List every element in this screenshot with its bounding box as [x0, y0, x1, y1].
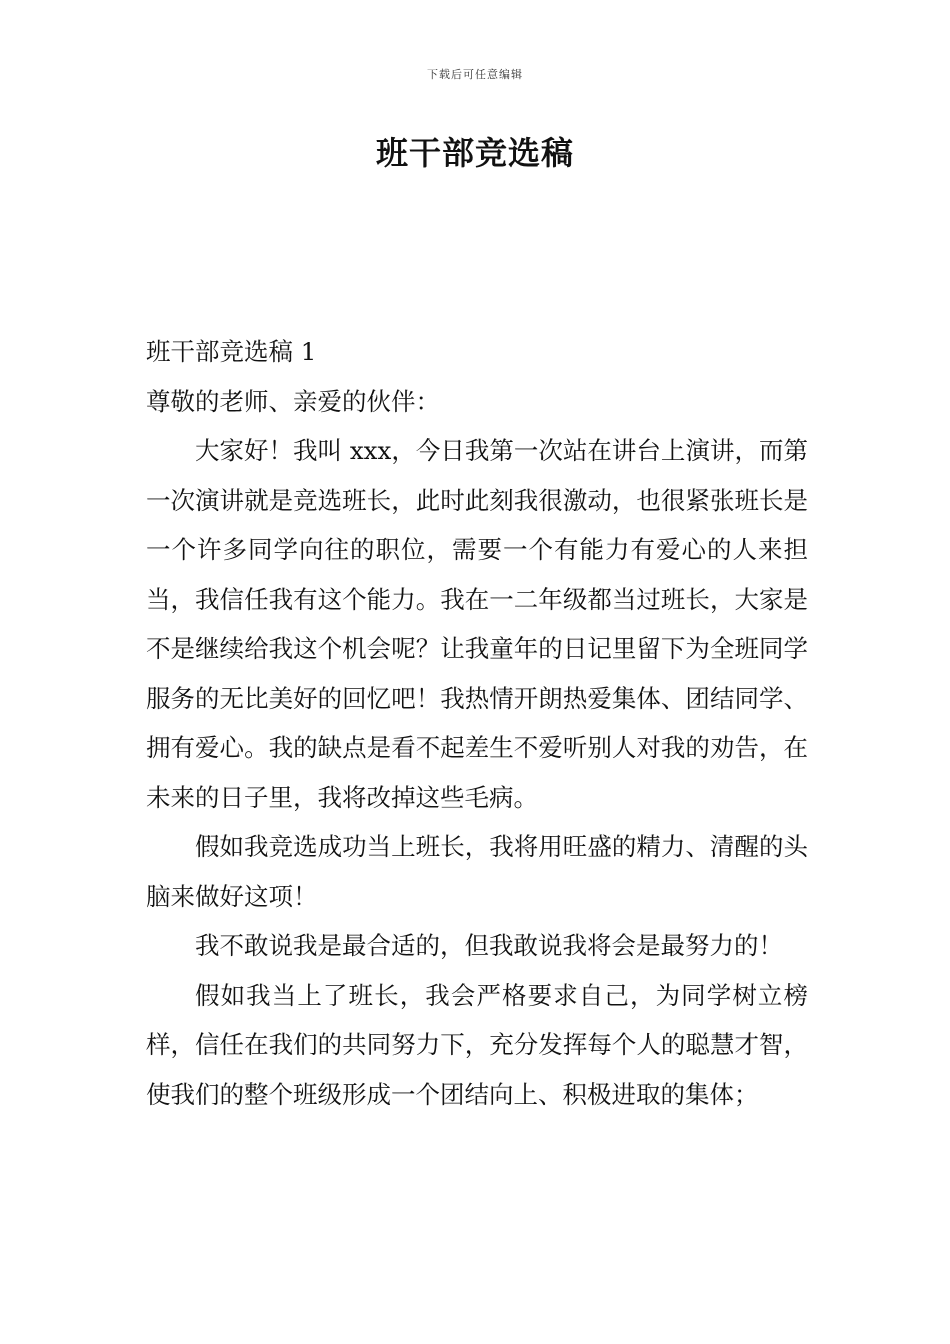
document-body: [146, 327, 808, 1119]
paragraph-3: 我不敢说我是最合适的，但我敢说我将会是最努力的！: [195, 931, 783, 960]
paragraph-4: 假如我当上了班长，我会严格要求自己，为同学树立榜样，信任在我们的共同努力下，充分发挥每个人的聪慧才智，使我们的整个班级形成一个团结向上、积极进取的集体；: [146, 980, 808, 1109]
section-heading: 班干部竞选稿 1: [146, 337, 317, 366]
document-title: 班干部竞选稿: [375, 134, 574, 172]
salutation: 尊敬的老师、亲爱的伙伴：: [146, 386, 440, 416]
paragraph-1: 大家好！我叫 xxx，今日我第一次站在讲台上演讲，而第一次演讲就是竞选班长，此时此刻我很激动，也很紧张班长是一个许多同学向往的职位，需要一个有能力有爱心的人来担当，我信任我有这个能力。我在一二年级都当过班长，大家是不是继续给我这个机会呢？让我童年的日记里留下为全班同学服务的无比美好的回忆吧！我热情开朗热爱集体、团结同学、拥有爱心。我的缺点是看不起差生不爱听别人对我的劝告，在未来的日子里，我将改掉这些毛病。: [146, 436, 808, 812]
header-note: 下载后可任意编辑: [427, 68, 523, 81]
paragraph-2: 假如我竞选成功当上班长，我将用旺盛的精力、清醒的头脑来做好这项！: [146, 832, 808, 911]
